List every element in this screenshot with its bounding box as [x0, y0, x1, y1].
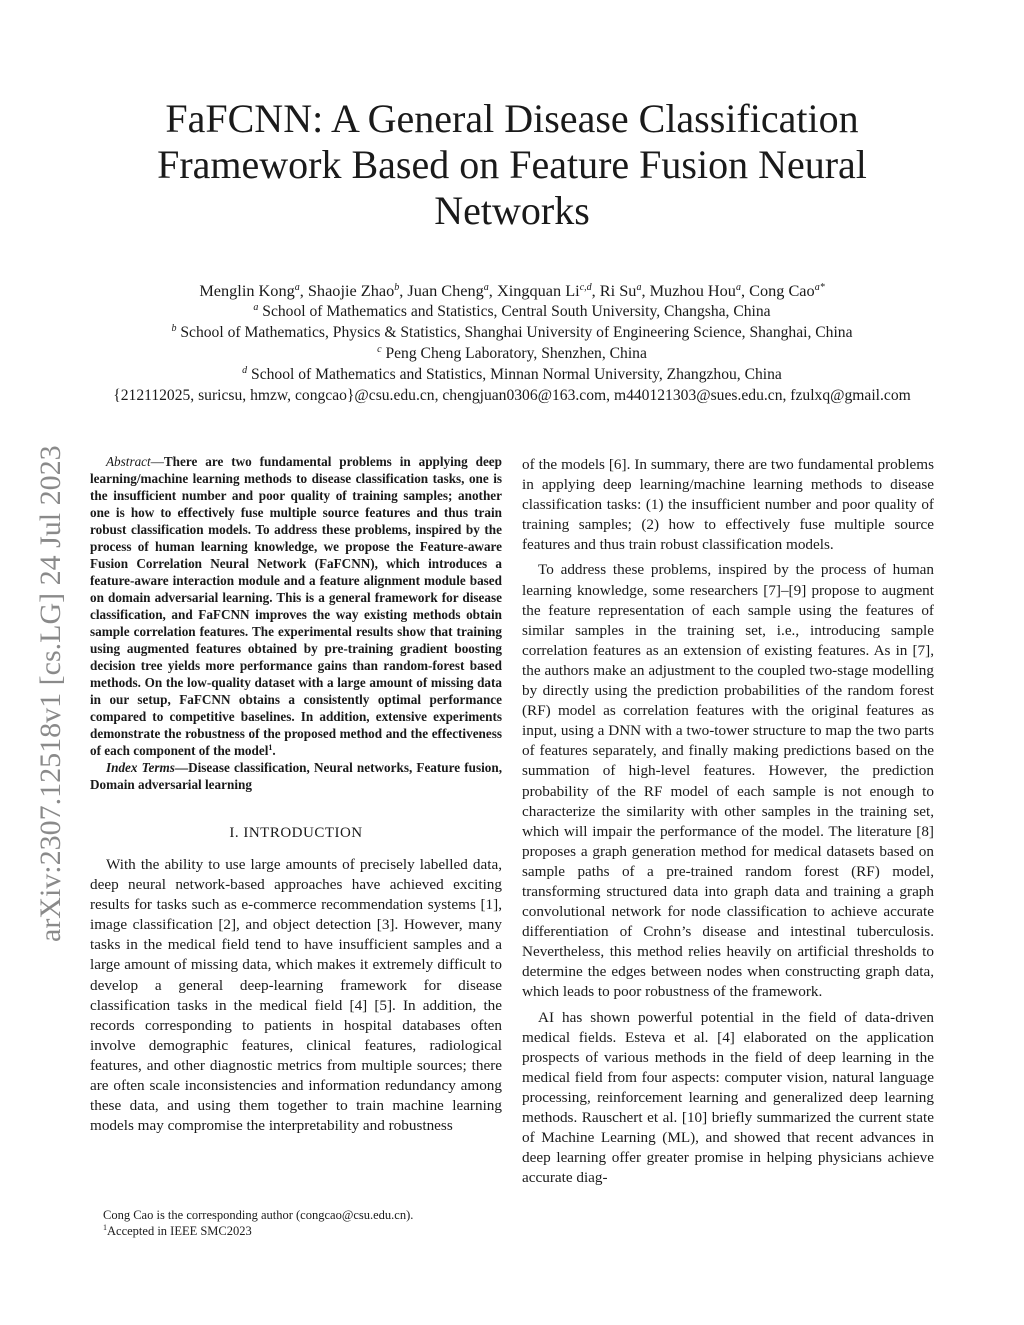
author-name: Ri Su: [599, 281, 637, 300]
index-terms-text: Disease classification, Neural networks, Feature fusion, Domain adversarial learning: [90, 760, 502, 792]
author-name: Xingquan Li: [496, 281, 580, 300]
affiliation: $^a$ School of Mathematics and Statistics, Central South University, Changsha, China: [253, 302, 771, 320]
paper-title: [100, 96, 924, 234]
author-affil-mark: c,d: [579, 282, 592, 293]
right-column: [522, 455, 934, 1188]
footnote: Cong Cao is the corresponding author (congcao@csu.edu.cn).: [103, 1208, 414, 1222]
affiliation: $^c$ Peng Cheng Laboratory, Shenzhen, China: [377, 344, 647, 362]
footnote-mark: 1: [268, 743, 273, 752]
author-affil-mark: a: [294, 282, 300, 293]
index-terms-label: Index Terms: [106, 760, 175, 775]
title-line: Networks: [434, 188, 590, 233]
arxiv-stamp: arXiv:2307.12518v1 [cs.LG] 24 Jul 2023: [34, 445, 67, 942]
author-block: [40, 280, 984, 406]
index-terms: Index Terms—Disease classification, Neural networks, Feature fusion, Domain adversarial learning: [90, 760, 502, 792]
author-name: Shaojie Zhao: [307, 281, 395, 300]
affiliation: $^d$ School of Mathematics and Statistics, Minnan Normal University, Zhangzhou, China: [242, 365, 782, 383]
abstract-text: There are two fundamental problems in applying deep learning/machine learning methods to disease classification tasks, one is the insufficient number and poor quality of training samples; another one is how to effectively fuse multiple source features and thus train robust classification models. To address these problems, inspired by the process of human learning knowledge, we propose the Feature-aware Fusion Correlation Neural Network (FaFCNN), which introduces a feature-aware interaction module and a feature alignment module based on domain adversarial learning. This is a general framework for disease classification, and FaFCNN improves the way existing methods obtain sample correlation features. The experimental results show that training using augmented features obtained by pre-training gradient boosting decision tree yields more performance gains than random-forest based methods. On the low-quality dataset with a large amount of missing data in our setup, FaFCNN obtains a consistently optimal performance compared to competitive baselines. In addition, extensive experiments demonstrate the robustness of the proposed method and the effectiveness of each component of the model: [90, 454, 502, 758]
author-affil-mark: a: [483, 282, 489, 293]
title-line: Framework Based on Feature Fusion Neural: [157, 142, 867, 187]
title-line: FaFCNN: A General Disease Classification: [165, 96, 859, 141]
author-affil-mark: a*: [814, 282, 825, 293]
body-paragraph: With the ability to use large amounts of precisely labelled data, deep neural network-based approaches have achieved exciting results for tasks such as e-commerce recommendation systems [1], image classification [2], and object detection [3]. However, many tasks in the medical field tend to have insufficient samples and a large amount of missing data, which makes it extremely difficult to develop a general deep-learning framework for disease classification tasks in the medical field [4] [5]. In addition, the records corresponding to patients in hospital databases often involve demographic features, clinical features, radiological features, and other diagnostic metrics from multiple sources; there are often scale inconsistencies and information redundancy among these data, and using them together to train machine learning models may compromise the interpretability and robustness: [90, 856, 502, 1135]
affiliation: $^b$ School of Mathematics, Physics & Statistics, Shanghai University of Engineering Science, Shanghai, China: [171, 323, 853, 341]
body-paragraph: To address these problems, inspired by the process of human learning knowledge, some researchers [7]–[9] propose to augment the feature representation of each sample using the features of similar samples in the training set, i.e., introducing sample correlation features as an extension of existing features. As in [7], the authors make an adjustment to the coupled two-stage modelling by directly using the prediction probabilities of the random forest (RF) model as correlation features with the original features as input, using a DNN with a two-tower structure to map the two parts of features separately, and finally making predictions based on the summation of high-level features. However, the prediction probability of the RF model of each sample is not enough to characterize the similarity with other samples in the training set, which will impair the performance of the model. The literature [8] proposes a graph generation method for medical datasets based on sample paths of a pre-trained random forest (RF) model, transforming structured data into graph data and training a graph convolutional network for node classification to achieve accurate differentiation of Crohn’s disease and intestinal tuberculosis. Nevertheless, this method relies heavily on artificial thresholds to determine the edges between nodes when constructing graph data, which leads to poor robustness of the framework.: [522, 561, 934, 1001]
author-list: Menglin Kong$^a$, Shaojie Zhao$^b$, Juan Cheng$^a$, Xingquan Li$^{c,d}$, Ri Su$^a$, Muzhou Hou$^a$, Cong Cao$^{a*}$: [199, 281, 825, 300]
author-affil-mark: b: [394, 282, 400, 293]
author-affil-mark: a: [636, 282, 642, 293]
section-heading: I. INTRODUCTION: [229, 825, 363, 841]
author-affil-mark: a: [735, 282, 741, 293]
body-paragraph: of the models [6]. In summary, there are two fundamental problems in applying deep learning/machine learning methods to disease classification tasks: (1) the insufficient number and poor quality of training samples; (2) how to effectively fuse multiple source features and thus train robust classification models.: [522, 456, 934, 554]
author-name: Menglin Kong: [199, 281, 295, 300]
author-name: Cong Cao: [749, 281, 815, 300]
author-emails: {212112025, suricsu, hmzw, congcao}@csu.edu.cn, chengjuan0306@163.com, m440121303@sues.edu.cn, fzulxq@gmail.com: [113, 387, 911, 404]
author-name: Muzhou Hou: [649, 281, 736, 300]
author-name: Juan Cheng: [407, 281, 484, 300]
footnotes: [90, 1207, 502, 1239]
footnote: $^1$Accepted in IEEE SMC2023: [103, 1223, 252, 1238]
body-paragraph: AI has shown powerful potential in the field of data-driven medical fields. Esteva et al. [4] elaborated on the application prospects of various methods in the field of deep learning in the medical field from four aspects: computer vision, natural language processing, reinforcement learning and generalized deep learning methods. Rauschert et al. [10] briefly summarized the current state of Machine Learning (ML), and showed that recent advances in deep learning offer greater promise in helping physicians achieve accurate diag-: [522, 1008, 934, 1187]
left-column: [90, 453, 502, 1136]
abstract: Abstract—There are two fundamental problems in applying deep learning/machine learning methods to disease classification tasks, one is the insufficient number and poor quality of training samples; another one is how to effectively fuse multiple source features and thus train robust classification models. To address these problems, inspired by the process of human learning knowledge, we propose the Feature-aware Fusion Correlation Neural Network (FaFCNN), which introduces a feature-aware interaction module and a feature alignment module based on domain adversarial learning. This is a general framework for disease classification, and FaFCNN improves the way existing methods obtain sample correlation features. The experimental results show that training using augmented features obtained by pre-training gradient boosting decision tree yields more performance gains than random-forest based methods. On the low-quality dataset with a large amount of missing data in our setup, FaFCNN obtains a consistently optimal performance compared to competitive baselines. In addition, extensive experiments demonstrate the robustness of the proposed method and the effectiveness of each component of the model$^1$.: [90, 454, 502, 758]
abstract-label: Abstract: [106, 454, 151, 469]
